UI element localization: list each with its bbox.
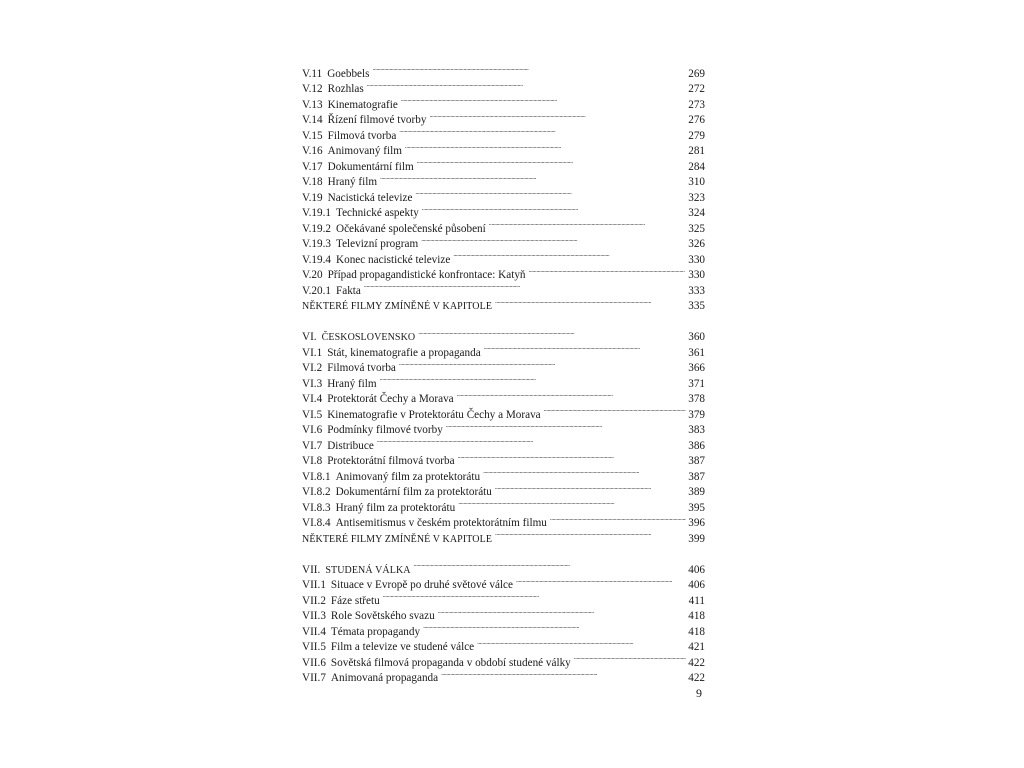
toc-entry-title: Stát, kinematografie a propaganda — [327, 346, 481, 359]
table-of-contents — [302, 61, 705, 684]
toc-entry-title: Kinematografie v Protektorátu Čechy a Morava — [327, 408, 541, 421]
toc-entry-number: V.15 — [302, 129, 323, 142]
dot-leader — [399, 356, 686, 372]
dot-leader — [415, 185, 686, 201]
toc-entry-number: VII.4 — [302, 625, 326, 638]
dot-leader — [495, 294, 686, 310]
dot-leader — [399, 123, 686, 139]
toc-entry-number: VI.8.4 — [302, 517, 331, 529]
toc-entry-page: 276 — [688, 114, 705, 126]
dot-leader — [414, 557, 687, 573]
dot-leader — [529, 263, 687, 279]
toc-entry-number: V.20.1 — [302, 284, 332, 297]
toc-entry-title: Technické aspekty — [336, 207, 419, 219]
dot-leader — [495, 526, 686, 542]
toc-entry-number: VII.3 — [302, 610, 326, 622]
dot-leader — [477, 635, 686, 651]
toc-entry-title: Dokumentární film — [327, 160, 414, 173]
toc-entry-number: VII.5 — [302, 641, 326, 653]
toc-entry-title: Řízení filmové tvorby — [327, 114, 427, 126]
toc-entry-page: 406 — [688, 563, 705, 576]
toc-entry-title: STUDENÁ VÁLKA — [325, 564, 411, 576]
toc-entry-number: V.13 — [302, 98, 323, 111]
toc-entry-title: Distribuce — [327, 439, 374, 452]
toc-entry-title: Rozhlas — [327, 83, 364, 95]
toc-entry-number: V.19 — [302, 191, 323, 204]
dot-leader — [438, 604, 687, 620]
toc-entry-title: NĚKTERÉ FILMY ZMÍNĚNÉ V KAPITOLE — [302, 533, 493, 545]
toc-entry-title: Hraný film — [327, 176, 378, 188]
toc-entry-number: VI.2 — [302, 362, 323, 374]
dot-leader — [453, 247, 686, 263]
toc-entry-number: V.19.4 — [302, 253, 332, 266]
toc-section-chapter-v-continued — [302, 61, 705, 312]
dot-leader — [383, 588, 687, 604]
toc-entry-page: 361 — [688, 346, 705, 359]
toc-entry-page: 281 — [688, 145, 705, 157]
toc-entry-page: 326 — [688, 238, 705, 250]
toc-entry-title: Filmová tvorba — [327, 362, 396, 374]
toc-entry-number: VI.8 — [302, 455, 323, 467]
dot-leader — [418, 325, 686, 341]
dot-leader — [574, 650, 686, 666]
toc-entry-page: 395 — [688, 501, 705, 514]
toc-entry-page: 411 — [688, 594, 705, 607]
toc-entry-page: 279 — [688, 129, 705, 142]
toc-entry-number: V.12 — [302, 83, 323, 95]
toc-entry-page: 418 — [688, 610, 705, 622]
toc-entry-title: Konec nacistické televize — [336, 253, 451, 266]
toc-entry-number: V.18 — [302, 176, 323, 188]
toc-entry-number: VII.7 — [302, 672, 326, 684]
toc-entry-title: Dokumentární film za protektorátu — [335, 486, 492, 498]
dot-leader — [421, 232, 686, 248]
toc-entry-page: 396 — [688, 517, 705, 529]
toc-entry-title: Role Sovětského svazu — [330, 610, 435, 622]
toc-entry-page: 387 — [688, 470, 705, 483]
toc-entry-number: VI.8.1 — [302, 470, 331, 483]
toc-entry-page: 330 — [688, 253, 705, 266]
dot-leader — [429, 108, 686, 124]
dot-leader — [417, 154, 687, 170]
toc-entry-number: VII.2 — [302, 594, 326, 607]
toc-entry-number: VI.8.3 — [302, 501, 331, 514]
toc-entry-number: V.19.3 — [302, 238, 332, 250]
toc-entry[interactable] — [302, 294, 705, 310]
toc-entry-page: 379 — [688, 408, 705, 421]
dot-leader — [377, 433, 686, 449]
dot-leader — [484, 340, 687, 356]
toc-entry-title: Film a televize ve studené válce — [330, 641, 475, 653]
dot-leader — [367, 77, 687, 93]
dot-leader — [495, 480, 686, 496]
dot-leader — [458, 449, 687, 465]
toc-entry-title: Témata propagandy — [330, 625, 421, 638]
dot-leader — [458, 495, 686, 511]
toc-entry-title: Filmová tvorba — [327, 129, 397, 142]
toc-entry-title: Fakta — [336, 284, 361, 297]
toc-entry-title: Animovaný film — [327, 145, 402, 157]
toc-entry-page: 422 — [688, 672, 705, 684]
toc-entry-title: Antisemitismus v českém protektorátním filmu — [335, 517, 547, 529]
dot-leader — [446, 418, 686, 434]
toc-entry-page: 383 — [688, 424, 705, 436]
toc-entry-page: 399 — [688, 532, 705, 545]
dot-leader — [423, 619, 686, 635]
toc-entry[interactable] — [302, 61, 705, 80]
toc-entry-number: VII. — [302, 563, 321, 576]
toc-entry-title: Případ propagandistické konfrontace: Katyň — [327, 269, 526, 281]
toc-section-chapter-vi — [302, 325, 705, 545]
toc-entry-title: Hraný film za protektorátu — [335, 501, 456, 514]
toc-entry-title: Hraný film — [327, 377, 377, 390]
dot-leader — [401, 92, 686, 108]
toc-entry-number: V.20 — [302, 269, 323, 281]
toc-entry-number: V.16 — [302, 145, 323, 157]
toc-entry-number: VI.7 — [302, 439, 323, 452]
toc-entry-page: 325 — [688, 222, 705, 235]
toc-entry-page: 324 — [688, 207, 705, 219]
toc-entry-title: Fáze střetu — [330, 594, 380, 607]
toc-entry-number: V.19.2 — [302, 222, 332, 235]
dot-leader — [550, 511, 686, 527]
toc-entry-number: VI.8.2 — [302, 486, 331, 498]
toc-entry-page: 378 — [688, 393, 705, 405]
toc-entry-number: V.17 — [302, 160, 323, 173]
toc-entry-number: VII.6 — [302, 656, 326, 669]
toc-entry-page: 389 — [688, 486, 705, 498]
toc-entry-number: VI.6 — [302, 424, 323, 436]
toc-entry-title: Očekávané společenské působení — [336, 222, 486, 235]
toc-entry-title: Protektorát Čechy a Morava — [327, 393, 454, 405]
toc-entry-page: 387 — [688, 455, 705, 467]
toc-entry-number: VI.4 — [302, 393, 323, 405]
dot-leader — [483, 464, 686, 480]
page-number: 9 — [696, 686, 702, 700]
toc-entry-page: 386 — [688, 439, 705, 452]
toc-entry-title: Televizní program — [336, 238, 419, 250]
toc-entry-title: Kinematografie — [327, 98, 398, 111]
toc-entry-page: 273 — [688, 98, 705, 111]
toc-entry-page: 333 — [688, 284, 705, 297]
toc-entry-number: VI.1 — [302, 346, 323, 359]
toc-entry-title: ČESKOSLOVENSKO — [321, 332, 416, 343]
toc-entry-number: VI.3 — [302, 377, 323, 390]
toc-entry-page: 310 — [688, 176, 705, 188]
dot-leader — [544, 402, 687, 418]
toc-entry-number: V.19.1 — [302, 207, 332, 219]
toc-entry-page: 335 — [688, 300, 705, 312]
toc-entry-page: 360 — [688, 331, 705, 343]
toc-entry-page: 422 — [688, 656, 705, 669]
toc-entry-page: 418 — [688, 625, 705, 638]
dot-leader — [364, 278, 686, 294]
toc-entry-page: 272 — [688, 83, 705, 95]
toc-entry[interactable] — [302, 557, 705, 576]
dot-leader — [516, 573, 686, 589]
toc-entry-page: 330 — [688, 269, 705, 281]
toc-entry-title: Situace v Evropě po druhé světové válce — [330, 579, 513, 591]
toc-entry-page: 284 — [688, 160, 705, 173]
toc-entry-title: Protektorátní filmová tvorba — [327, 455, 455, 467]
toc-entry-title: Sovětská filmová propaganda v období studené války — [330, 656, 571, 669]
toc-entry-page: 406 — [688, 579, 705, 591]
dot-leader — [405, 139, 686, 155]
toc-entry-page: 371 — [688, 377, 705, 390]
toc-entry-number: VI. — [302, 331, 317, 343]
toc-entry-page: 366 — [688, 362, 705, 374]
dot-leader — [380, 170, 686, 186]
toc-entry-title: Animovaný film za protektorátu — [335, 470, 481, 483]
dot-leader — [380, 371, 687, 387]
toc-entry-title: Podmínky filmové tvorby — [327, 424, 443, 436]
dot-leader — [422, 201, 686, 217]
dot-leader — [457, 387, 687, 403]
toc-entry-title: Animovaná propaganda — [330, 672, 439, 684]
toc-entry-number: VII.1 — [302, 579, 326, 591]
toc-entry-page: 323 — [688, 191, 705, 204]
toc-entry-number: V.14 — [302, 114, 323, 126]
toc-entry-number: VI.5 — [302, 408, 323, 421]
dot-leader — [489, 216, 686, 232]
dot-leader — [372, 61, 686, 77]
toc-entry-title: Nacistická televize — [327, 191, 413, 204]
toc-entry-number: V.11 — [302, 67, 323, 80]
toc-entry-title: Goebbels — [327, 67, 370, 80]
toc-entry-page: 269 — [688, 67, 705, 80]
toc-entry[interactable] — [302, 325, 705, 341]
dot-leader — [441, 666, 686, 682]
toc-entry-title: NĚKTERÉ FILMY ZMÍNĚNÉ V KAPITOLE — [302, 301, 493, 312]
toc-entry-page: 421 — [688, 641, 705, 653]
toc-section-chapter-vii — [302, 557, 705, 684]
